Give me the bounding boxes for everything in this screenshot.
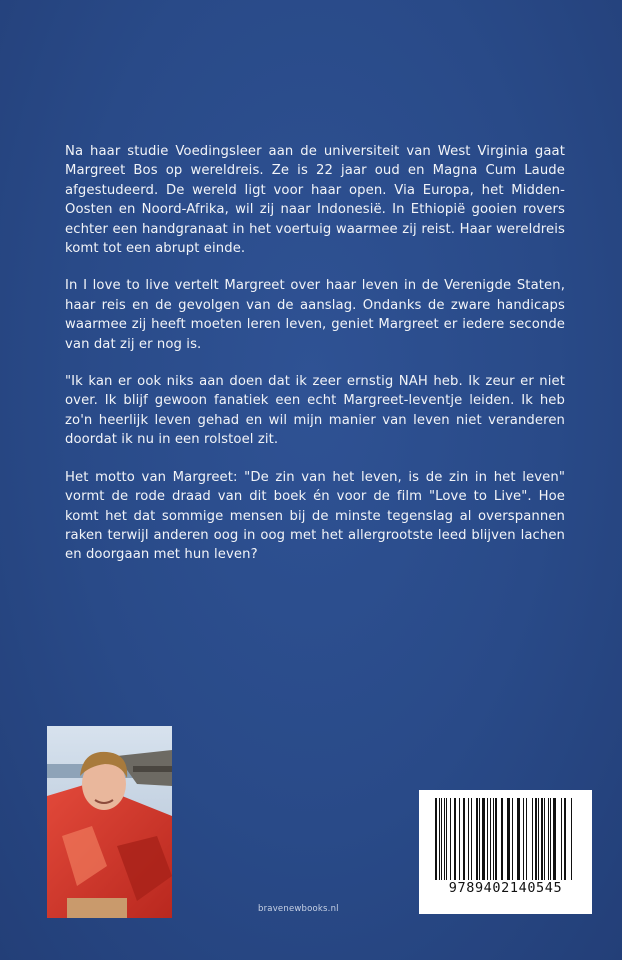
barcode-bar <box>561 798 562 880</box>
barcode-bar <box>479 798 480 880</box>
barcode-bar <box>564 798 566 880</box>
barcode-bar <box>517 798 520 880</box>
barcode-bar <box>482 798 485 880</box>
blurb-paragraph-3: "Ik kan er ook niks aan doen dat ik zeer ernstig NAH heb. Ik zeur er niet over. Ik blijf gewoon fanatiek een echt Margreet-leventje leiden. Ik heb zo'n heerlijk leven gehad en wil mijn manier van leven niet veranderen doordat ik nu in een rolstoel zit. <box>65 374 565 448</box>
barcode-bar <box>507 798 510 880</box>
barcode-bar <box>501 798 503 880</box>
barcode-bar <box>446 798 447 880</box>
barcode-bar <box>526 798 527 880</box>
barcode-bar <box>541 798 543 880</box>
blurb-text <box>65 142 565 583</box>
barcode-bar <box>459 798 460 880</box>
blurb-paragraph-2: In I love to live vertelt Margreet over haar leven in de Verenigde Staten, haar reis en de gevolgen van de aanslag. Ondanks de zware handicaps waarmee zij heeft moeten leren leven, geniet Margreet er iedere seconde van dat zij er nog is. <box>65 278 565 352</box>
barcode-bar <box>523 798 524 880</box>
isbn-number: 9789402140545 <box>448 880 563 896</box>
blurb-paragraph-4: Het motto van Margreet: "De zin van het leven, is de zin in het leven" vormt de rode draad van dit boek én voor de film "Love to Live". Hoe komt het dat sommige mensen bij de minste tegenslag al overspannen raken terwijl anderen oog in oog met het allergrootste leed blijven lachen en doorgaan met hun leven? <box>65 469 565 563</box>
barcode-bar <box>493 798 494 880</box>
barcode-bar <box>463 798 465 880</box>
barcode-bar <box>535 798 537 880</box>
barcode-bar <box>439 798 440 880</box>
barcode-bar <box>487 798 488 880</box>
barcode-bar <box>471 798 472 880</box>
barcode-bar <box>441 798 442 880</box>
barcode-bar <box>495 798 497 880</box>
barcode-bar <box>454 798 456 880</box>
barcode-bar <box>571 798 572 880</box>
barcode-bar <box>512 798 513 880</box>
barcode-bar <box>476 798 478 880</box>
barcode-bar <box>435 798 437 880</box>
blurb-paragraph-1: Na haar studie Voedingsleer aan de universiteit van West Virginia gaat Margreet Bos op wereldreis. Ze is 22 jaar oud en Magna Cum Laude afgestudeerd. De wereld ligt voor haar open. Via Europa, het Midden-Oosten en Noord-Afrika, wil zij naar Indonesië. In Ethiopië gooien rovers echter een handgranaat in het voertuig waarmee zij reist. Haar wereldreis komt tot een abrupt einde. <box>65 144 565 257</box>
barcode-bar <box>550 798 551 880</box>
barcode-bar <box>444 798 445 880</box>
barcode-bar <box>544 798 545 880</box>
publisher-url: bravenewbooks.nl <box>258 904 339 914</box>
barcode <box>419 790 592 914</box>
barcode-bar <box>548 798 549 880</box>
barcode-bar <box>553 798 556 880</box>
barcode-bar <box>490 798 491 880</box>
author-photo <box>47 726 172 918</box>
barcode-bar <box>532 798 533 880</box>
barcode-bar <box>450 798 451 880</box>
barcode-bar <box>538 798 539 880</box>
barcode-bars <box>433 798 578 880</box>
barcode-bar <box>468 798 469 880</box>
